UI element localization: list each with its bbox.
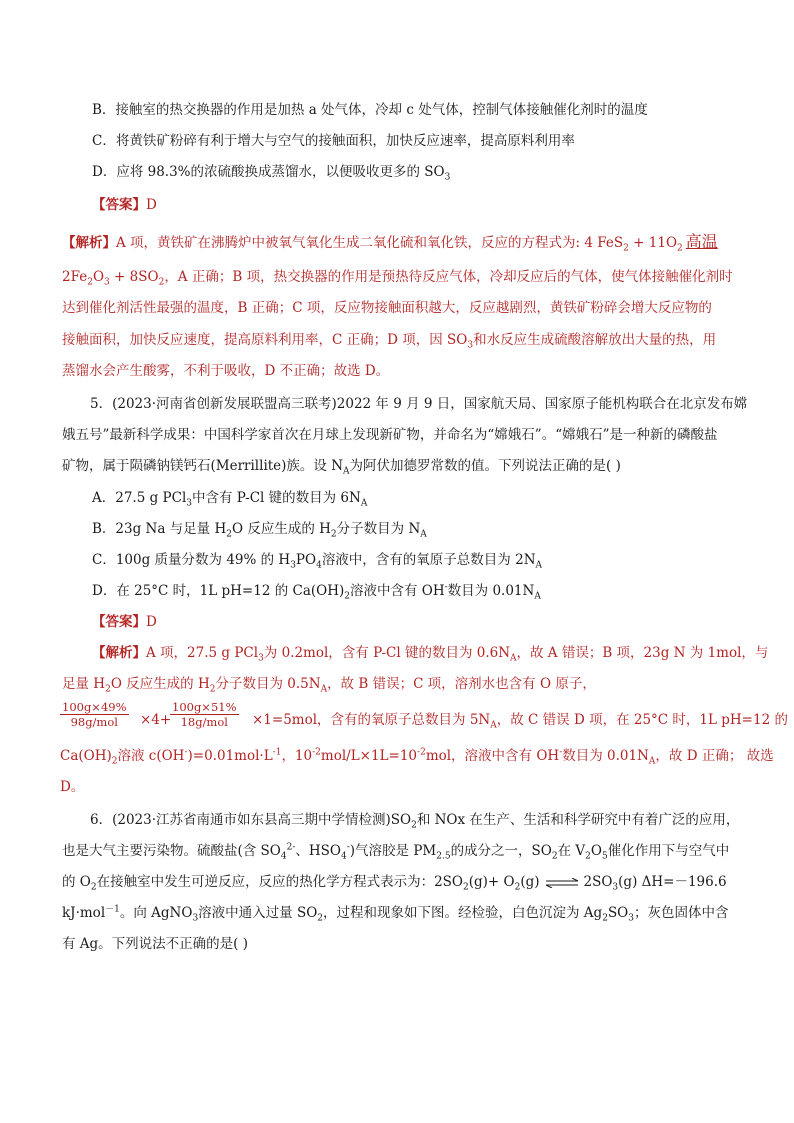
question-stem: 有 Ag。下列说法不正确的是( ) (62, 936, 249, 952)
question-stem: 的 $O_2$在接触室中发生可逆反应，反应的热化学方程式表示为：$2SO_2(g)+ O_2(g)$ $2SO_3(g)$ ΔH=－196.6 (62, 874, 727, 893)
option-d: D．在 25°C 时，1L pH=12 的 $Ca(OH)_2$溶液中含有 OH-数目为 $0.01N_A$ (92, 582, 541, 602)
option-c: C．100g 质量分数为 49% 的 $H_3PO_4$溶液中，含有的氧原子总数目为 $2N_A$ (92, 552, 543, 571)
option-b: B．23g Na 与足量 $H_2O$ 反应生成的 $H_2$分子数目为 $N_A$ (92, 521, 427, 540)
operator: ×4+ (140, 712, 172, 728)
fraction: 100g×51% 18g/mol (172, 700, 237, 729)
explanation-line: $Ca(OH)_2$溶液 $c(OH^-)=0.01mol\cdot L^{-1}$，$10^{-2}mol/L\times 1L=10^{-2}mol$，溶液中含有 OH-数目为 $0.01N_A$，故 D 正确； 故选 (60, 747, 774, 767)
option-c: C．将黄铁矿粉碎有利于增大与空气的接触面积，加快反应速率，提高原料利用率 (92, 133, 575, 149)
option-d: D．应将 98.3%的浓硫酸换成蒸馏水，以便吸收更多的 $SO_3$ (92, 164, 451, 183)
explanation-line: 接触面积，加快反应速度，提高原料利用率，C 正确；D 项，因 $SO_3$和水反应生成硫酸溶解放出大量的热，用 (62, 332, 717, 351)
option-b: B．接触室的热交换器的作用是加热 a 处气体，冷却 c 处气体，控制气体接触催化剂时的温度 (92, 102, 648, 118)
explanation-line: D。 (60, 779, 85, 795)
question-stem: 6．(2023·江苏省南通市如东县高三期中学情检测)$SO_2$和 NOx 在生产、生活和科学研究中有着广泛的应用， (90, 812, 740, 831)
explanation-line: 【解析】A 项，27.5 g PCl$_3$为 0.2mol，含有 P-Cl 键的数目为 $0.6N_A$，故 A 错误；B 项，23g N 为 1mol，与 (92, 645, 769, 664)
question-stem: 矿物，属于陨磷钠镁钙石(Merrillite)族。设 $N_A$为阿伏加德罗常数的值。下列说法正确的是( ) (62, 458, 621, 477)
answer-line: 【答案】D (92, 197, 157, 213)
question-stem: 5．(2023·河南省创新发展联盟高三联考)2022 年 9 月 9 日，国家航天局、国家原子能机构联合在北京发布嫦 (90, 396, 748, 412)
option-a: A．27.5 g PCl$_3$中含有 P-Cl 键的数目为 $6N_A$ (92, 490, 368, 509)
explanation-line: 足量 $H_2O$ 反应生成的 $H_2$分子数目为 $0.5N_A$，故 B 错误；C 项，溶剂水也含有 O 原子， (62, 676, 596, 695)
fraction: 100g×49% 98g/mol (62, 700, 127, 729)
explanation-line: 蒸馏水会产生酸雾，不利于吸收，D 不正确；故选 D。 (62, 363, 390, 379)
question-stem: 娥五号”最新科学成果：中国科学家首次在月球上发现新矿物，并命名为“嫦娥石”。“嫦娥石”是一种新的磷酸盐 (62, 427, 718, 443)
question-stem: 也是大气主要污染物。硫酸盐(含 $SO_4^{2-}$、$HSO_4^-$)气溶胶是 $PM_{2.5}$的成分之一，$SO_2$在 $V_2O_5$催化作用下与空气中 (62, 842, 730, 862)
explanation-line: $2Fe_2O_3 + 8SO_2$，A 正确；B 项，热交换器的作用是预热待反应气体，冷却反应后的气体，使气体接触催化剂时 (62, 269, 733, 288)
fraction-expression (60, 700, 788, 740)
answer-line: 【答案】D (92, 614, 157, 630)
explanation-line: 达到催化剂活性最强的温度，B 正确；C 项，反应物接触面积越大，反应越剧烈，黄铁矿粉碎会增大反应物的 (62, 300, 712, 316)
reversible-arrow-icon (544, 878, 580, 888)
explanation-text: ×1=5mol，含有的氧原子总数目为 $5N_A$，故 C 错误 D 项，在 25°C 时，1L pH=12 的 (252, 712, 788, 731)
explanation-line: 【解析】A 项，黄铁矿在沸腾炉中被氧气氧化生成二氧化硫和氧化铁，反应的方程式为: 4 $FeS_2 + 11O_2$ 高温 (62, 232, 718, 254)
question-stem: kJ·mol$^{-1}$。向 AgNO$_3$溶液中通入过量 $SO_2$，过程和现象如下图。经检验，白色沉淀为 $Ag_2SO_3$；灰色固体中含 (62, 904, 729, 924)
